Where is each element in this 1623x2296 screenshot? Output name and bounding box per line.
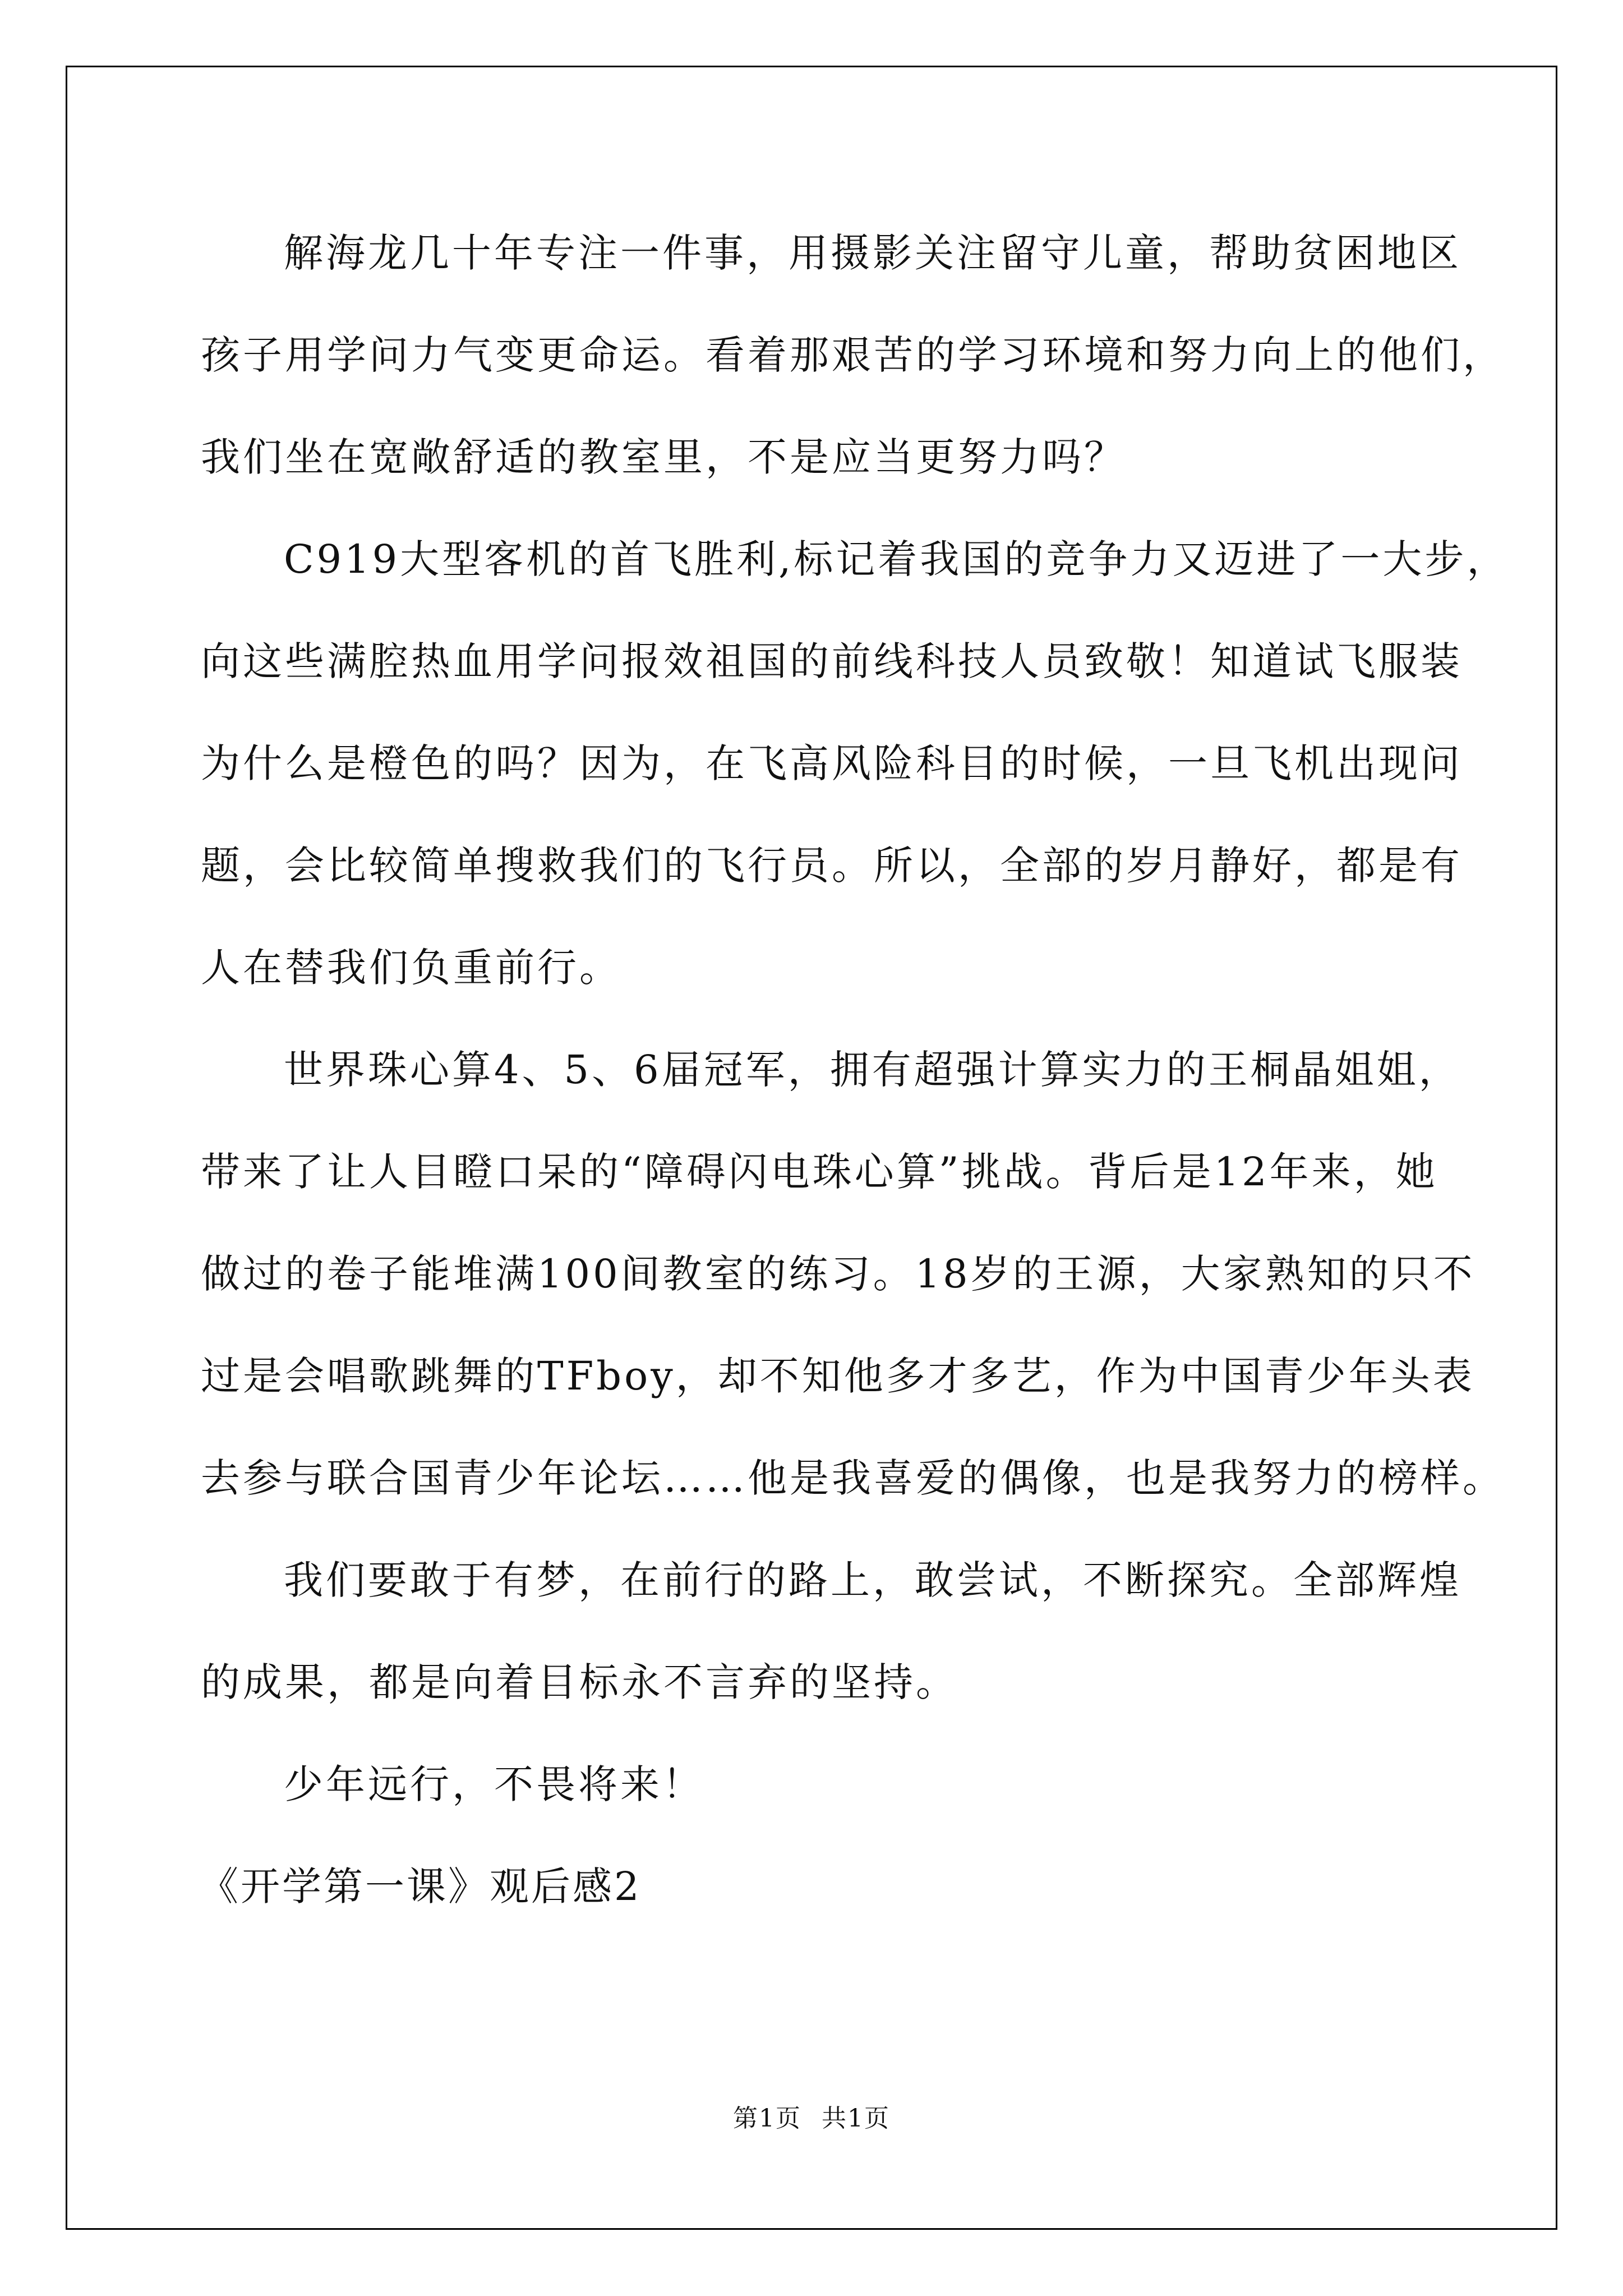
paragraph-2 bbox=[201, 508, 1509, 1019]
text-line: C919大型客机的首飞胜利,标记着我国的竞争力又迈进了一大步， bbox=[284, 536, 1509, 582]
text-line: 人在替我们负重前行。 bbox=[201, 945, 621, 991]
section-title: 《开学第一课》观后感2 bbox=[199, 1864, 642, 1910]
document-body bbox=[199, 202, 1509, 1938]
paragraph-1 bbox=[201, 202, 1505, 508]
text-line: 去参与联合国青少年论坛……他是我喜爱的偶像，也是我努力的榜样。 bbox=[201, 1455, 1505, 1501]
text-line: 我们坐在宽敞舒适的教室里，不是应当更努力吗？ bbox=[201, 434, 1126, 480]
text-line: 少年远行，不畏将来！ bbox=[284, 1761, 704, 1807]
text-line: 向这些满腔热血用学问报效祖国的前线科技人员致敬！知道试飞服装 bbox=[201, 638, 1463, 684]
page-number: 第1页 bbox=[733, 2104, 801, 2133]
text-line: 带来了让人目瞪口呆的“障碍闪电珠心算”挑战。背后是12年来，她 bbox=[201, 1149, 1438, 1195]
text-line: 的成果，都是向着目标永不言弃的坚持。 bbox=[201, 1659, 958, 1705]
text-line: 世界珠心算4、5、6届冠军，拥有超强计算实力的王桐晶姐姐， bbox=[284, 1047, 1461, 1093]
paragraph-3 bbox=[201, 1019, 1505, 1529]
paragraph-5 bbox=[201, 1733, 1474, 1835]
paragraph-4 bbox=[201, 1529, 1474, 1733]
text-line: 做过的卷子能堆满100间教室的练习。18岁的王源，大家熟知的只不 bbox=[201, 1251, 1476, 1297]
text-line: 我们要敢于有梦，在前行的路上，敢尝试，不断探究。全部辉煌 bbox=[284, 1557, 1461, 1603]
text-line: 过是会唱歌跳舞的TFboy，却不知他多才多艺，作为中国青少年头表 bbox=[201, 1353, 1475, 1399]
page-total: 共1页 bbox=[822, 2104, 890, 2133]
text-line: 解海龙几十年专注一件事，用摄影关注留守儿童，帮助贫困地区 bbox=[284, 230, 1461, 276]
page-footer bbox=[0, 2098, 1623, 2134]
text-line: 孩子用学问力气变更命运。看着那艰苦的学习环境和努力向上的他们， bbox=[201, 332, 1505, 378]
text-line: 题，会比较简单搜救我们的飞行员。所以，全部的岁月静好，都是有 bbox=[201, 843, 1463, 889]
text-line: 为什么是橙色的吗？因为，在飞高风险科目的时候，一旦飞机出现问 bbox=[201, 740, 1463, 786]
